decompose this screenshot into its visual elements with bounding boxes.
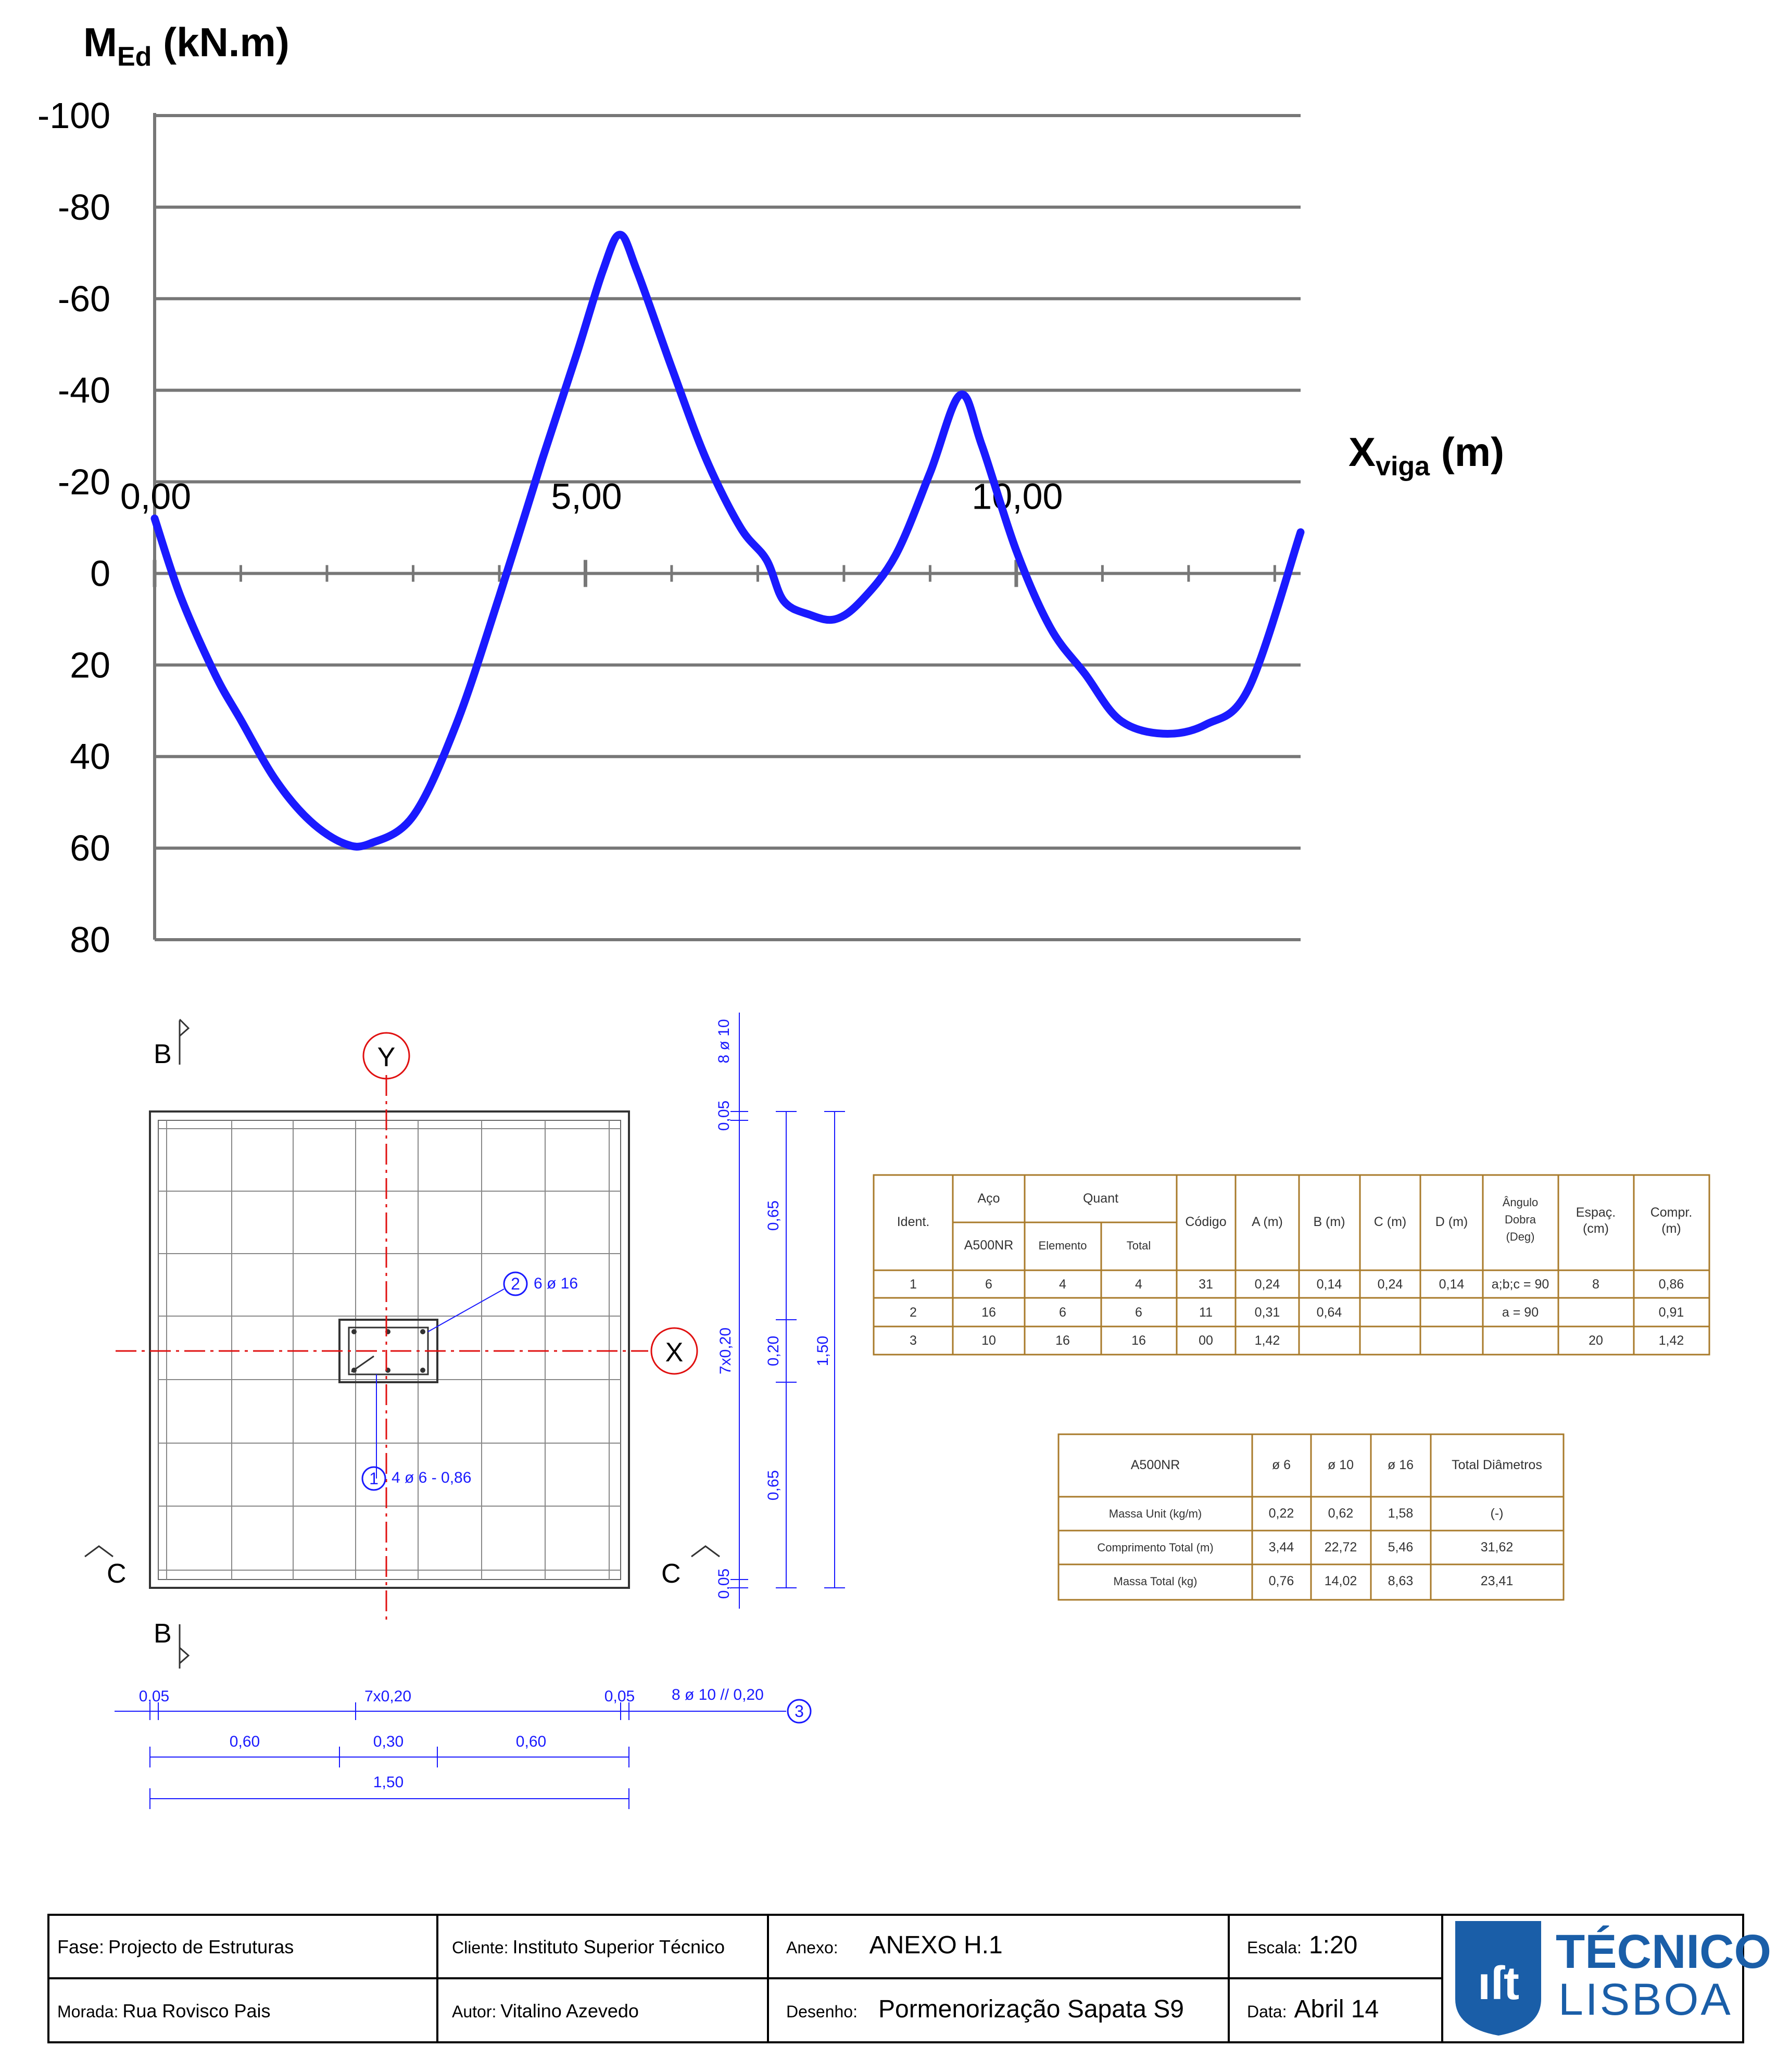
- rebar-cell-espac: 8: [1592, 1277, 1599, 1292]
- section-c-right-marker: [691, 1546, 720, 1557]
- rebar-hdr-ident: Ident.: [897, 1215, 930, 1229]
- rebar-cell-codigo: 31: [1199, 1277, 1213, 1292]
- section-b-bottom-label: B: [154, 1619, 172, 1649]
- rebar-hdr-codigo: Código: [1185, 1215, 1227, 1229]
- callout-3-number: 3: [795, 1702, 804, 1721]
- dim-bottom-seg2: 0,30: [373, 1733, 404, 1750]
- rebar-hdr-angulo-1: Ângulo: [1502, 1196, 1539, 1209]
- y-tick-label: -60: [57, 278, 110, 319]
- chart-grid: [155, 113, 1301, 940]
- x-tick-label: 0,00: [120, 476, 192, 517]
- mass-cell: 23,41: [1480, 1574, 1514, 1588]
- mass-cell: 22,72: [1324, 1540, 1357, 1555]
- dim-bottom-total: 1,50: [373, 1774, 404, 1791]
- rebar-hdr-quant: Quant: [1082, 1191, 1119, 1206]
- y-tick-label: -100: [37, 95, 110, 136]
- mass-cell: 3,44: [1268, 1540, 1294, 1555]
- footing-plan-labels: [107, 1019, 831, 1791]
- mass-cell: 14,02: [1324, 1574, 1357, 1588]
- mass-cell: Massa Unit (kg/m): [1108, 1507, 1202, 1520]
- vert-bar-label: 8 ø 10: [715, 1019, 733, 1064]
- morada-field: Morada: Rua Rovisco Pais: [57, 2000, 271, 2022]
- dim-right-mid: 0,20: [765, 1335, 782, 1367]
- rebar-cell-a: 1,42: [1254, 1333, 1280, 1348]
- mass-cell: 0,76: [1268, 1574, 1294, 1588]
- x-tick-label: 5,00: [551, 476, 622, 517]
- rebar-cell-b: 0,14: [1316, 1277, 1342, 1292]
- mass-cell: 0,62: [1328, 1506, 1354, 1521]
- callout-2-text: 6 ø 16: [534, 1275, 578, 1292]
- callout-3-text: 8 ø 10 // 0,20: [672, 1686, 764, 1703]
- column-outline: [339, 1320, 437, 1382]
- autor-field: Autor: Vitalino Azevedo: [452, 2000, 639, 2022]
- rebar-hdr-elemento: Elemento: [1038, 1239, 1087, 1252]
- section-b-top-label: B: [154, 1039, 172, 1069]
- rebar-cell-d: 0,14: [1439, 1277, 1465, 1292]
- mass-header-cell: A500NR: [1130, 1458, 1180, 1472]
- rebar-grid: [158, 1120, 621, 1580]
- rebar-cell-angulo: a;b;c = 90: [1491, 1277, 1549, 1292]
- desenho-field: Desenho: Pormenorização Sapata S9: [786, 1995, 1184, 2023]
- fase-field: Fase: Projecto de Estruturas: [57, 1936, 294, 1957]
- section-c-right-label: C: [661, 1559, 681, 1589]
- dim-bottom-spacing: 7x0,20: [364, 1688, 412, 1705]
- y-tick-label: 0: [90, 553, 110, 594]
- dim-right-total: 1,50: [814, 1335, 831, 1367]
- anexo-field: Anexo: ANEXO H.1: [786, 1931, 1003, 1959]
- section-b-bottom-marker: [180, 1624, 188, 1669]
- rebar-hdr-compr-2: (m): [1661, 1221, 1681, 1236]
- y-tick-label: 80: [70, 919, 110, 960]
- bending-moment-chart: [37, 19, 1504, 960]
- rebar-cell-b: 0,64: [1316, 1305, 1342, 1320]
- logo-mark-icon: ıſt: [1478, 1957, 1519, 2010]
- section-b-top-marker: [180, 1019, 188, 1065]
- dim-right-seg1: 0,65: [765, 1200, 782, 1231]
- rebar-cell-a: 0,31: [1254, 1305, 1280, 1320]
- rebar-cell-aco: 10: [981, 1333, 996, 1348]
- moment-series-line: [155, 235, 1301, 847]
- rebar-cell-compr: 1,42: [1658, 1333, 1684, 1348]
- rebar-hdr-espac-1: Espaç.: [1576, 1205, 1616, 1220]
- callout-2-number: 2: [511, 1274, 520, 1293]
- section-c-left-marker: [85, 1546, 113, 1557]
- footing-outline: [150, 1111, 629, 1588]
- y-tick-label: -80: [57, 186, 110, 228]
- rebar-cell-elemento: 4: [1059, 1277, 1066, 1292]
- steel-mass-table: [1058, 1434, 1564, 1600]
- right-dimensions: [730, 1013, 845, 1609]
- rebar-cell-c: 0,24: [1377, 1277, 1403, 1292]
- rebar-cell-ident: 3: [910, 1333, 917, 1348]
- title-block: [48, 1915, 1771, 2042]
- mass-cell: 5,46: [1388, 1540, 1414, 1555]
- y-tick-labels: [37, 95, 110, 960]
- dim-right-seg3: 0,65: [765, 1470, 782, 1501]
- callout-1-text: 4 ø 6 - 0,86: [392, 1469, 472, 1486]
- dim-bottom-edge-left: 0,05: [138, 1688, 170, 1705]
- logo-line-1: TÉCNICO: [1556, 1925, 1771, 1978]
- mass-cell: 8,63: [1388, 1574, 1414, 1588]
- rebar-hdr-espac-2: (cm): [1583, 1221, 1609, 1236]
- callout-1-number: 1: [369, 1469, 379, 1488]
- rebar-cell-codigo: 00: [1199, 1333, 1213, 1348]
- rebar-cell-total: 4: [1135, 1277, 1142, 1292]
- mass-cell: Comprimento Total (m): [1097, 1541, 1214, 1554]
- rebar-cell-angulo: a = 90: [1502, 1305, 1539, 1320]
- y-axis-title: $M_{Ed}$ (kN.m): [83, 19, 289, 72]
- y-tick-label: -20: [57, 461, 110, 502]
- x-axis-title: $X_{viga}$ (m): [1348, 429, 1505, 482]
- rebar-hdr-a: A (m): [1252, 1215, 1283, 1229]
- mass-cell: Massa Total (kg): [1113, 1575, 1198, 1588]
- rebar-hdr-d: D (m): [1435, 1215, 1468, 1229]
- rebar-cell-aco: 6: [985, 1277, 992, 1292]
- dim-bottom-seg1: 0,60: [229, 1733, 260, 1750]
- rebar-cell-compr: 0,91: [1658, 1305, 1684, 1320]
- rebar-cell-espac: 20: [1589, 1333, 1603, 1348]
- rebar-hdr-c: C (m): [1373, 1215, 1407, 1229]
- mass-header-cell: Total Diâmetros: [1452, 1458, 1542, 1472]
- rebar-cell-ident: 2: [910, 1305, 917, 1320]
- axis-x-label: X: [665, 1337, 684, 1368]
- rebar-hdr-b: B (m): [1313, 1215, 1345, 1229]
- mass-header-cell: ø 6: [1271, 1458, 1291, 1472]
- logo-line-2: LISBOA: [1558, 1975, 1733, 2025]
- mass-cell: 31,62: [1480, 1540, 1514, 1555]
- y-tick-label: -40: [57, 370, 110, 411]
- cliente-field: Cliente: Instituto Superior Técnico: [452, 1936, 725, 1957]
- rebar-table-body: [910, 1277, 1684, 1348]
- dim-right-edge-top: 0,05: [715, 1100, 733, 1131]
- rebar-schedule-table: [874, 1175, 1709, 1355]
- rebar-hdr-angulo-3: (Deg): [1506, 1230, 1535, 1243]
- y-tick-label: 40: [70, 736, 110, 777]
- x-tick-label: 10,00: [972, 476, 1063, 517]
- dim-bottom-seg3: 0,60: [515, 1733, 547, 1750]
- rebar-cell-codigo: 11: [1199, 1305, 1213, 1320]
- rebar-hdr-aco-sub: A500NR: [964, 1238, 1014, 1253]
- mass-cell: (-): [1490, 1506, 1504, 1521]
- escala-field: Escala: 1:20: [1247, 1931, 1358, 1959]
- rebar-cell-elemento: 16: [1055, 1333, 1070, 1348]
- rebar-hdr-angulo-2: Dobra: [1505, 1213, 1536, 1226]
- axis-y-label: Y: [377, 1042, 396, 1072]
- mass-cell: 0,22: [1268, 1506, 1294, 1521]
- dim-right-spacing: 7x0,20: [717, 1327, 734, 1375]
- rebar-hdr-total: Total: [1126, 1239, 1151, 1252]
- rebar-cell-compr: 0,86: [1658, 1277, 1684, 1292]
- mass-table-body: [1097, 1458, 1542, 1588]
- footing-inner-outline: [158, 1120, 621, 1580]
- dim-bottom-edge-right: 0,05: [604, 1688, 635, 1705]
- rebar-cell-total: 16: [1131, 1333, 1146, 1348]
- y-tick-label: 20: [70, 645, 110, 686]
- rebar-hdr-aco: Aço: [977, 1191, 1000, 1206]
- rebar-cell-total: 6: [1135, 1305, 1142, 1320]
- rebar-cell-elemento: 6: [1059, 1305, 1066, 1320]
- section-c-left-label: C: [107, 1559, 127, 1589]
- rebar-cell-aco: 16: [981, 1305, 996, 1320]
- rebar-cell-ident: 1: [910, 1277, 917, 1292]
- rebar-hdr-compr-1: Compr.: [1650, 1205, 1693, 1220]
- chart-series: [155, 235, 1301, 847]
- y-tick-label: 60: [70, 828, 110, 869]
- tecnico-lisboa-logo: [1455, 1921, 1771, 2036]
- data-field: Data: Abril 14: [1247, 1995, 1379, 2023]
- mass-header-cell: ø 10: [1327, 1458, 1354, 1472]
- rebar-cell-a: 0,24: [1254, 1277, 1280, 1292]
- mass-cell: 1,58: [1388, 1506, 1414, 1521]
- dim-right-edge-bottom: 0,05: [715, 1568, 733, 1599]
- mass-header-cell: ø 16: [1387, 1458, 1414, 1472]
- bottom-dimensions: [115, 1702, 786, 1809]
- x-axis: [120, 476, 1301, 587]
